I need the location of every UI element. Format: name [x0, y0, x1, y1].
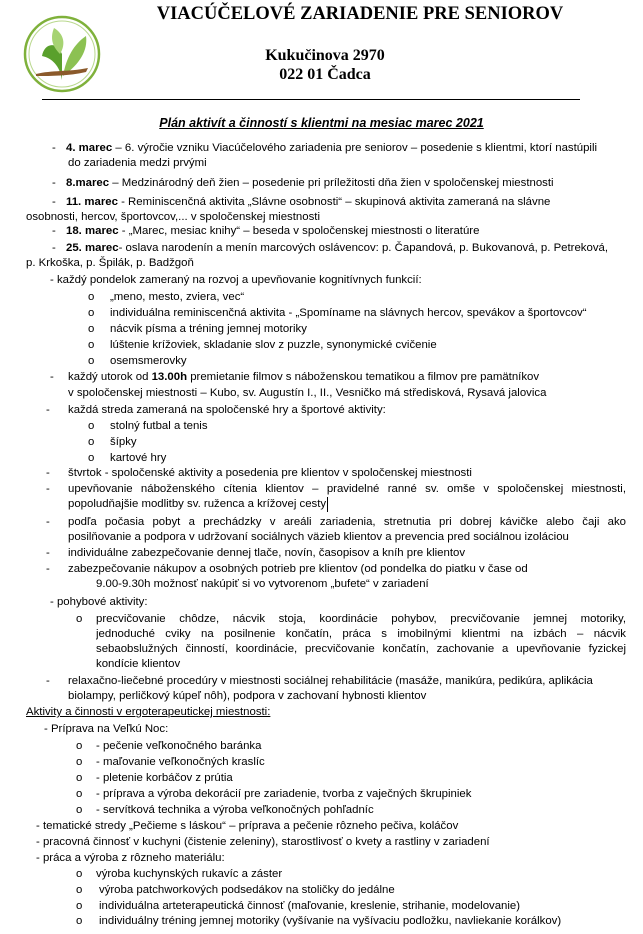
- craft-item: výroba patchworkových podsedákov na stoličky do jedálne: [99, 884, 395, 896]
- list-marker: -: [52, 142, 56, 154]
- event-4-march-cont: do zariadenia medzi prvými: [68, 157, 207, 169]
- tuesday-text: premietanie filmov s náboženskou tematikou a filmov pre pamätníkov: [187, 371, 540, 383]
- list-marker: o: [76, 868, 83, 880]
- relaxation-line: relaxačno-liečebné procedúry v miestnosti sociálnej rehabilitácie (masáže, manikúra, pedikúra, aplikácia: [68, 675, 593, 687]
- organization-title: VIACÚČELOVÉ ZARIADENIE PRE SENIOROV: [156, 4, 564, 24]
- address-city: 022 01 Čadca: [279, 66, 371, 83]
- craft-item: výroba kuchynských rukavíc a záster: [96, 868, 283, 880]
- list-marker: o: [76, 884, 83, 896]
- list-marker: o: [88, 452, 95, 464]
- monday-item: individuálna reminiscenčná aktivita - „Spomíname na slávnych hercov, spevákov a športovcov“: [110, 307, 587, 319]
- event-date: 8.marec: [66, 177, 110, 189]
- list-marker: o: [88, 355, 95, 367]
- list-marker: -: [46, 547, 50, 559]
- list-marker: -: [46, 483, 50, 495]
- kitchen-line: - pracovná činnosť v kuchyni (čistenie zeleniny), starostlivosť o kvety a rastliny v zariadení: [36, 836, 490, 848]
- event-text: – Medzinárodný deň žien – posedenie pri príležitosti dňa žien v spoločenskej miestnosti: [109, 177, 554, 189]
- event-text: – 6. výročie vzniku Viacúčelového zariadenia pre seniorov – posedenie s klientmi, ktorí nastúpili: [112, 142, 598, 154]
- event-11-march-cont: osobnosti, hercov, športovcov,... v spoločenskej miestnosti: [26, 211, 320, 223]
- craft-item: individuálna arteterapeutická činnosť (maľovanie, kreslenie, strihanie, modelovanie): [99, 900, 521, 912]
- tuesday-text: každý utorok od: [68, 371, 152, 383]
- religion-cont: popoludňajšie modlitby sv. ruženca a krížovej cesty: [68, 498, 327, 510]
- walk-line: podľa počasia pobyt a prechádzky v areáli zariadenia, stretnutia pri dobrej kávičke alebo čaji ako: [68, 516, 626, 528]
- walk-cont: posilňovanie a podpora v udržovaní sociálnych väzieb klientov a prevencia pred sociálnou izoláciou: [68, 531, 569, 543]
- plan-title: Plán aktivít a činností s klientmi na mesiac marec 2021: [159, 116, 484, 130]
- monday-item: „meno, mesto, zviera, vec“: [110, 291, 245, 303]
- shopping-cont: 9.00-9.30h možnosť nakúpiť si vo vytvorenom „bufete“ v zariadení: [96, 578, 429, 590]
- tuesday-cont: v spoločenskej miestnosti – Kubo, sv. Augustín I., II., Vesničko má středisková, Rysavá jalovica: [68, 387, 547, 399]
- event-25-march: [66, 241, 608, 256]
- list-marker: -: [46, 675, 50, 687]
- list-marker: -: [52, 225, 56, 237]
- tuesday-time: 13.00h: [151, 371, 188, 383]
- list-marker: o: [76, 788, 83, 800]
- movement-line: jednoduché cviky na posilnenie končatín, práca s imobilnými klientmi na izbách – nácvik: [96, 628, 626, 640]
- event-date: 25. marec: [66, 242, 119, 254]
- list-marker: o: [76, 915, 83, 927]
- list-marker: o: [88, 307, 95, 319]
- craft-heading: - práca a výroba z rôzneho materiálu:: [36, 852, 225, 864]
- list-marker: -: [52, 177, 56, 189]
- monday-heading: - každý pondelok zameraný na rozvoj a upevňovanie kognitívnych funkcií:: [50, 274, 422, 286]
- monday-item: lúštenie krížoviek, skladanie slov z puzzle, synonymické cvičenie: [110, 339, 437, 351]
- event-18-march: [66, 224, 479, 239]
- event-11-march: [66, 195, 550, 210]
- event-date: 11. marec: [66, 196, 118, 208]
- movement-line: sebaobslužných činností, koordinácie, precvičovanie končatín, zachovanie a upevňovanie fyzickej: [96, 643, 626, 655]
- list-marker: o: [88, 339, 95, 351]
- relaxation-cont: biolampy, perličkový kúpeľ nôh), podpora v zachovaní hybnosti klientov: [68, 690, 427, 702]
- list-marker: -: [46, 404, 50, 416]
- easter-item: - pletenie korbáčov z prútia: [96, 772, 233, 784]
- monday-item: nácvik písma a tréning jemnej motoriky: [110, 323, 307, 335]
- event-8-march: [66, 176, 554, 191]
- list-marker: o: [76, 804, 83, 816]
- event-text: - oslava narodenín a menín marcových oslávencov: p. Čapandová, p. Bukovanová, p. Petreková,: [118, 242, 609, 254]
- event-text: - Reminiscenčná aktivita „Slávne osobnosti“ – skupinová aktivita zameraná na slávne: [117, 196, 551, 208]
- list-marker: -: [46, 467, 50, 479]
- wednesday-item: kartové hry: [110, 452, 167, 464]
- movement-line: kondície klientov: [96, 658, 181, 670]
- list-marker: o: [76, 756, 83, 768]
- list-marker: o: [88, 291, 95, 303]
- event-text: - „Marec, mesiac knihy“ – beseda v spoločenskej miestnosti o literatúre: [118, 225, 480, 237]
- list-marker: o: [76, 900, 83, 912]
- religion-line: upevňovanie náboženského cítenia klientov – pravidelné ranné sv. omše v spoločenskej miestnosti,: [68, 483, 626, 495]
- event-date: 18. marec: [66, 225, 119, 237]
- list-marker: o: [76, 613, 83, 625]
- list-marker: -: [46, 516, 50, 528]
- movement-heading: - pohybové aktivity:: [50, 596, 148, 608]
- event-4-march: [66, 141, 597, 156]
- wednesday-heading: každá streda zameraná na spoločenské hry a športové aktivity:: [68, 404, 386, 416]
- easter-item: - pečenie veľkonočného baránka: [96, 740, 262, 752]
- wednesday-item: stolný futbal a tenis: [110, 420, 208, 432]
- event-date: 4. marec: [66, 142, 113, 154]
- event-25-march-cont: p. Krkoška, p. Špilák, p. Badžgoň: [26, 257, 194, 269]
- ergotherapy-heading: Aktivity a činnosti v ergoterapeutickej miestnosti:: [26, 706, 271, 718]
- wednesday-item: šípky: [110, 436, 137, 448]
- list-marker: -: [46, 563, 50, 575]
- baking-line: - tematické stredy „Pečieme s láskou“ – príprava a pečenie rôzneho pečiva, koláčov: [36, 820, 459, 832]
- easter-item: - servítková technika a výroba veľkonočných pohľadníc: [96, 804, 374, 816]
- movement-line: precvičovanie chôdze, nácvik stoja, koordinácie pohybov, precvičovanie jemnej motoriky,: [96, 613, 626, 625]
- easter-item: - príprava a výroba dekorácií pre zariadenie, tvorba z vaječných škrupiniek: [96, 788, 472, 800]
- list-marker: o: [88, 323, 95, 335]
- monday-item: osemsmerovky: [110, 355, 187, 367]
- easter-heading: - Príprava na Veľkú Noc:: [44, 723, 169, 735]
- tuesday-heading: [68, 370, 539, 385]
- list-marker: o: [88, 436, 95, 448]
- thursday-line: štvrtok - spoločenské aktivity a posedenia pre klientov v spoločenskej miestnosti: [68, 467, 472, 479]
- list-marker: o: [88, 420, 95, 432]
- shopping-line: zabezpečovanie nákupov a osobných potrieb pre klientov (od pondelka do piatku v čase od: [68, 563, 528, 575]
- easter-item: - maľovanie veľkonočných kraslíc: [96, 756, 265, 768]
- craft-item: individuálny tréning jemnej motoriky (vyšívanie na vyšívaciu podložku, navliekanie korálkov): [99, 915, 562, 927]
- address-street: Kukučinova 2970: [265, 47, 385, 64]
- list-marker: -: [52, 196, 56, 208]
- list-marker: o: [76, 772, 83, 784]
- list-marker: o: [76, 740, 83, 752]
- list-marker: -: [52, 242, 56, 254]
- press-line: individuálne zabezpečovanie dennej tlače, novín, časopisov a kníh pre klientov: [68, 547, 466, 559]
- list-marker: -: [50, 371, 54, 383]
